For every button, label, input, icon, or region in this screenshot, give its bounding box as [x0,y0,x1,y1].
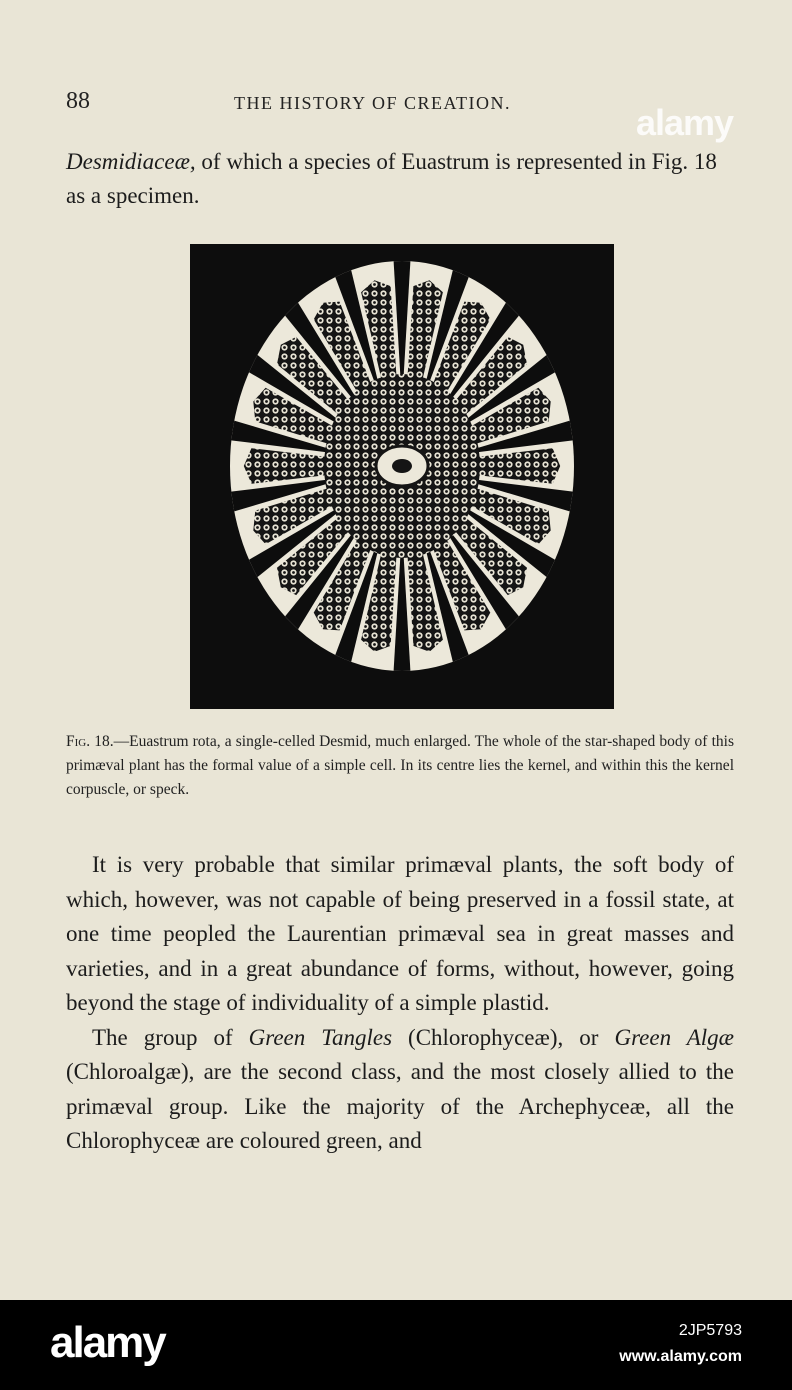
intro-rest: of which a species of Euastrum is represented in Fig. 18 as a specimen. [66,149,717,208]
site-url: www.alamy.com [619,1348,742,1365]
nucleolus [392,459,412,473]
watermark-text: alamy [636,102,734,143]
paragraph-primaeval-plants: It is very probable that similar primæval plants, the soft body of which, however, was not capable of being preserved in a fossil state, at one time peopled the Laurentian primæval sea in great masses and varieties, and in a great abundance of forms, without, however, going beyond the stage of individuality of a simple plastid. [66,852,734,1015]
euastrum-illustration [190,244,614,709]
p2-end: (Chloroalgæ), are the second class, and the most closely allied to the primæval group. Like the majority of the Archephyceæ, all the Chlorophyceæ are coloured green, and [66,1059,734,1153]
paragraph-green-tangles [66,1021,734,1159]
watermark-footer [0,1300,792,1390]
term-green-tangles: Green Tangles [248,1024,393,1050]
page-number: 88 [66,88,90,114]
intro-paragraph [66,145,734,213]
image-id: 2JP5793 [678,1322,742,1339]
desmid-engraving [190,244,614,709]
alamy-logo: alamy [50,1318,165,1367]
body-text [66,848,734,1159]
p2-start: The group of [92,1024,249,1050]
figure-caption-text: —Euastrum rota, a single-celled Desmid, much enlarged. The whole of the star-shaped body of this primæval plant has the formal value of a simple cell. In its centre lies the kernel, and within this the kernel corpuscle, or speck. [66,733,734,798]
p2-mid: (Chlorophyceæ), or [392,1024,615,1050]
figure-label: Fig. 18. [66,733,114,750]
figure-caption [66,730,734,802]
running-title: THE HISTORY OF CREATION. [234,93,512,113]
term-green-algae: Green Algæ [614,1024,734,1050]
intro-italic-term: Desmidiaceæ, [66,149,196,174]
